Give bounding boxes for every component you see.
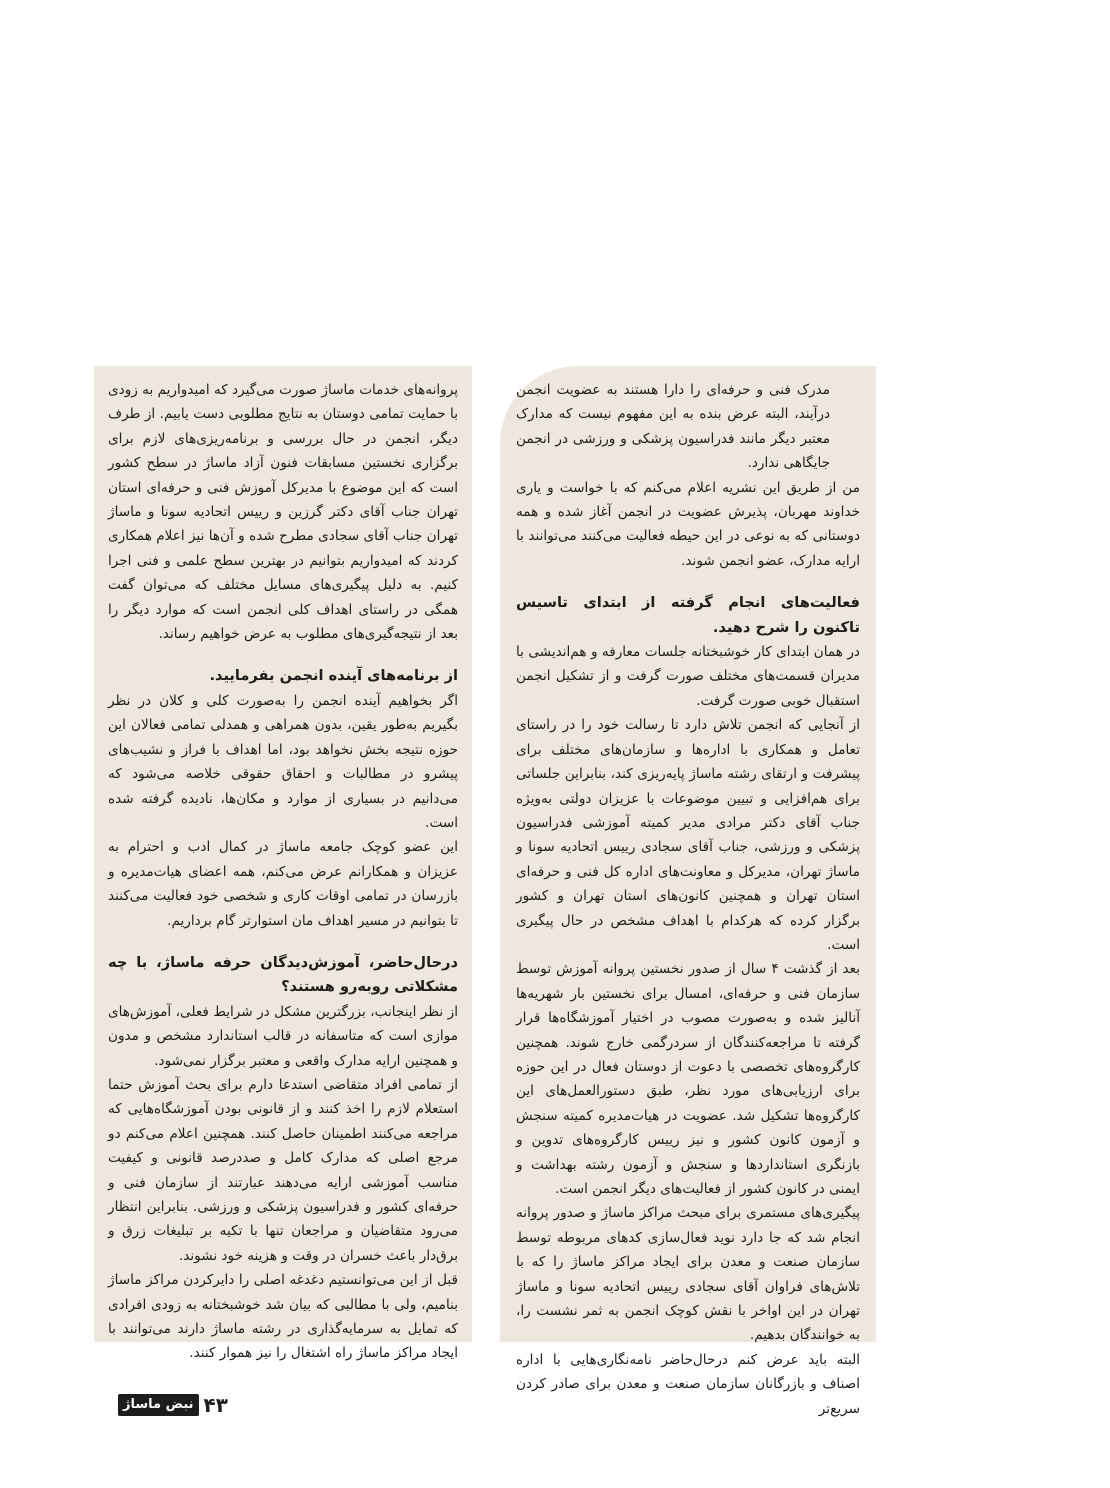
left-column	[94, 366, 472, 1362]
page-footer	[118, 1393, 228, 1417]
paragraph: من از طریق این نشریه اعلام می‌کنم که با خواست و یاری خداوند مهربان، پذیرش عضویت در انجمن آغاز شده و همه دوستانی که به نوعی در این حیطه فعالیت می‌کنند می‌توانند با ارایه مدارک، عضو انجمن شوند.	[516, 479, 860, 569]
right-column	[500, 366, 876, 1417]
paragraph: در همان ابتدای کار خوشبختانه جلسات معارفه و هم‌اندیشی با مدیران قسمت‌های مختلف صورت گرفت و از تشکیل انجمن استقبال خوبی صورت گرفت.	[516, 644, 860, 709]
page-number: ۴۳	[203, 1393, 228, 1417]
paragraph: پروانه‌های خدمات ماساژ صورت می‌گیرد که امیدواریم به زودی با حمایت تمامی دوستان به نتایج مطلوبی دست یابیم. از طرف دیگر، انجمن در حال بررسی و برنامه‌ریزی‌های لازم برای برگزاری نخستین مسابقات فنون آزاد ماساژ در سطح کشور است که این موضوع با مدیرکل آموزش فنی و حرفه‌ای استان تهران جناب آقای دکتر گرزین و رییس اتحادیه سونا و ماساژ تهران جناب آقای سجادی مطرح شده و آن‌ها نیز اعلام همکاری کردند که امیدواریم بتوانیم در بهترین سطح علمی و فنی اجرا کنیم. به دلیل پیگیری‌های مسایل مختلف که می‌توان گفت همگی در راستای اهداف کلی انجمن است که موارد دیگر را بعد از نتیجه‌گیری‌های مطلوب به عرض خواهیم رساند.	[108, 382, 458, 643]
right-intro-block	[516, 378, 860, 476]
paragraph: از آنجایی که انجمن تلاش دارد تا رسالت خود را در راستای تعامل و همکاری با اداره‌ها و سازمان‌های مختلف برای پیشرفت و ارتقای رشته ماساژ پایه‌ریزی کند، بنابراین جلساتی برای هم‌افزایی و تبیین موضوعات با عزیزان دولتی به‌ویژه جناب آقای دکتر مرادی مدیر کمیته آموزشی فدراسیون پزشکی و ورزشی، جناب آقای سجادی رییس اتحادیه سونا و ماساژ تهران، مدیرکل و معاونت‌های اداره کل فنی و حرفه‌ای استان تهران و همچنین کانون‌های استان تهران و کشور برگزار کرده که هرکدام با اهداف مشخص در حال پیگیری است.	[516, 717, 860, 953]
paragraph: بعد از گذشت ۴ سال از صدور نخستین پروانه آموزش توسط سازمان فنی و حرفه‌ای، امسال برای نخستین بار شهریه‌ها آنالیز شده و به‌صورت مصوب در اختیار آموزشگاه‌ها قرار گرفته تا مراجعه‌کنندگان از سردرگمی خارج شوند. همچنین کارگروه‌های تخصصی با دعوت از دوستان فعال در این حوزه برای ارزیابی‌های مورد نظر، طبق دستورالعمل‌های این کارگروه‌ها تشکیل شد. عضویت در هیات‌مدیره کمیته سنجش و آزمون کانون کشور و نیز رییس کارگروه‌های تدوین و بازنگری استانداردها و سنجش و آزمون رشته بهداشت و ایمنی در کانون کشور از فعالیت‌های دیگر انجمن است.	[516, 961, 860, 1197]
paragraph: از نظر اینجانب، بزرگترین مشکل در شرایط فعلی، آموزش‌های موازی است که متاسفانه در قالب استاندارد مشخص و مدون و همچنین ارایه مدارک واقعی و معتبر برگزار نمی‌شود.	[108, 1003, 458, 1069]
paragraph: مدرک فنی و حرفه‌ای را دارا هستند به عضویت انجمن درآیند، البته عرض بنده به این مفهوم نیست که مدارک معتبر دیگر مانند فدراسیون پزشکی و ورزشی در انجمن جایگاهی ندارد.	[516, 382, 830, 472]
paragraph: البته باید عرض کنم درحال‌حاضر نامه‌نگاری‌هایی با اداره اصناف و بازرگانان سازمان صنعت و معدن برای صادر کردن سریع‌تر	[516, 1351, 860, 1417]
paragraph: اگر بخواهیم آینده انجمن را به‌صورت کلی و کلان در نظر بگیریم به‌طور یقین، بدون همراهی و همدلی تمامی فعالان این حوزه نتیجه بخش نخواهد بود، اما اهداف با فراز و نشیب‌های پیشرو در مطالبات و احقاق حقوقی خلاصه می‌شود که می‌دانیم در بسیاری از موارد و مکان‌ها، نادیده گرفته شده است.	[108, 692, 458, 831]
magazine-logo: نبض ماساژ	[118, 1394, 199, 1416]
paragraph: قبل از این می‌توانستیم دغدغه اصلی را دایرکردن مراکز ماساژ بنامیم، ولی با مطالبی که بیان شد خوشبختانه به زودی افرادی که تمایل به سرمایه‌گذاری در رشته ماساژ دارند می‌توانند با ایجاد مراکز ماساژ راه اشتغال را نیز هموار کنند.	[108, 1272, 458, 1362]
section-heading-problems: درحال‌حاضر، آموزش‌دیدگان حرفه ماساژ، با چه مشکلاتی روبه‌رو هستند؟	[108, 953, 458, 996]
paragraph: از تمامی افراد متقاضی استدعا دارم برای بحث آموزش حتما استعلام لازم را اخذ کنند و از قانونی بودن آموزشگاه‌هایی که مراجعه می‌کنند اطمینان حاصل کنند. همچنین اعلام می‌کنم دو مرجع اصلی که مدارک کامل و صددرصد قانونی و کیفیت مناسب آموزشی ارایه می‌دهند عبارتند از سازمان فنی و حرفه‌ای کشور و فدراسیون پزشکی و ورزشی. بنابراین انتظار می‌رود متقاضیان و مراجعان تنها با تکیه بر تبلیغات زرق و برق‌دار باعث خسران در وقت و هزینه خود نشوند.	[108, 1076, 458, 1264]
paragraph: پیگیری‌های مستمری برای مبحث مراکز ماساژ و صدور پروانه انجام شد که جا دارد نوید فعال‌سازی کدهای مربوطه توسط سازمان صنعت و معدن برای ایجاد مراکز ماساژ را که با تلاش‌های فراوان آقای سجادی رییس اتحادیه سونا و ماساژ تهران در این اواخر با نقش کوچک انجمن به ثمر نشست را، به خوانندگان بدهیم.	[516, 1205, 860, 1344]
section-heading-future: از برنامه‌های آینده انجمن بفرمایید.	[209, 667, 458, 685]
section-heading-activities: فعالیت‌های انجام گرفته از ابتدای تاسیس تاکنون را شرح دهید.	[516, 594, 860, 636]
paragraph: این عضو کوچک جامعه ماساژ در کمال ادب و احترام به عزیزان و همکارانم عرض می‌کنم، همه اعضای هیات‌مدیره و بازرسان در تمامی اوقات کاری و شخصی خود فعالیت می‌کنند تا بتوانیم در مسیر اهداف مان استوارتر گام برداریم.	[108, 839, 458, 929]
